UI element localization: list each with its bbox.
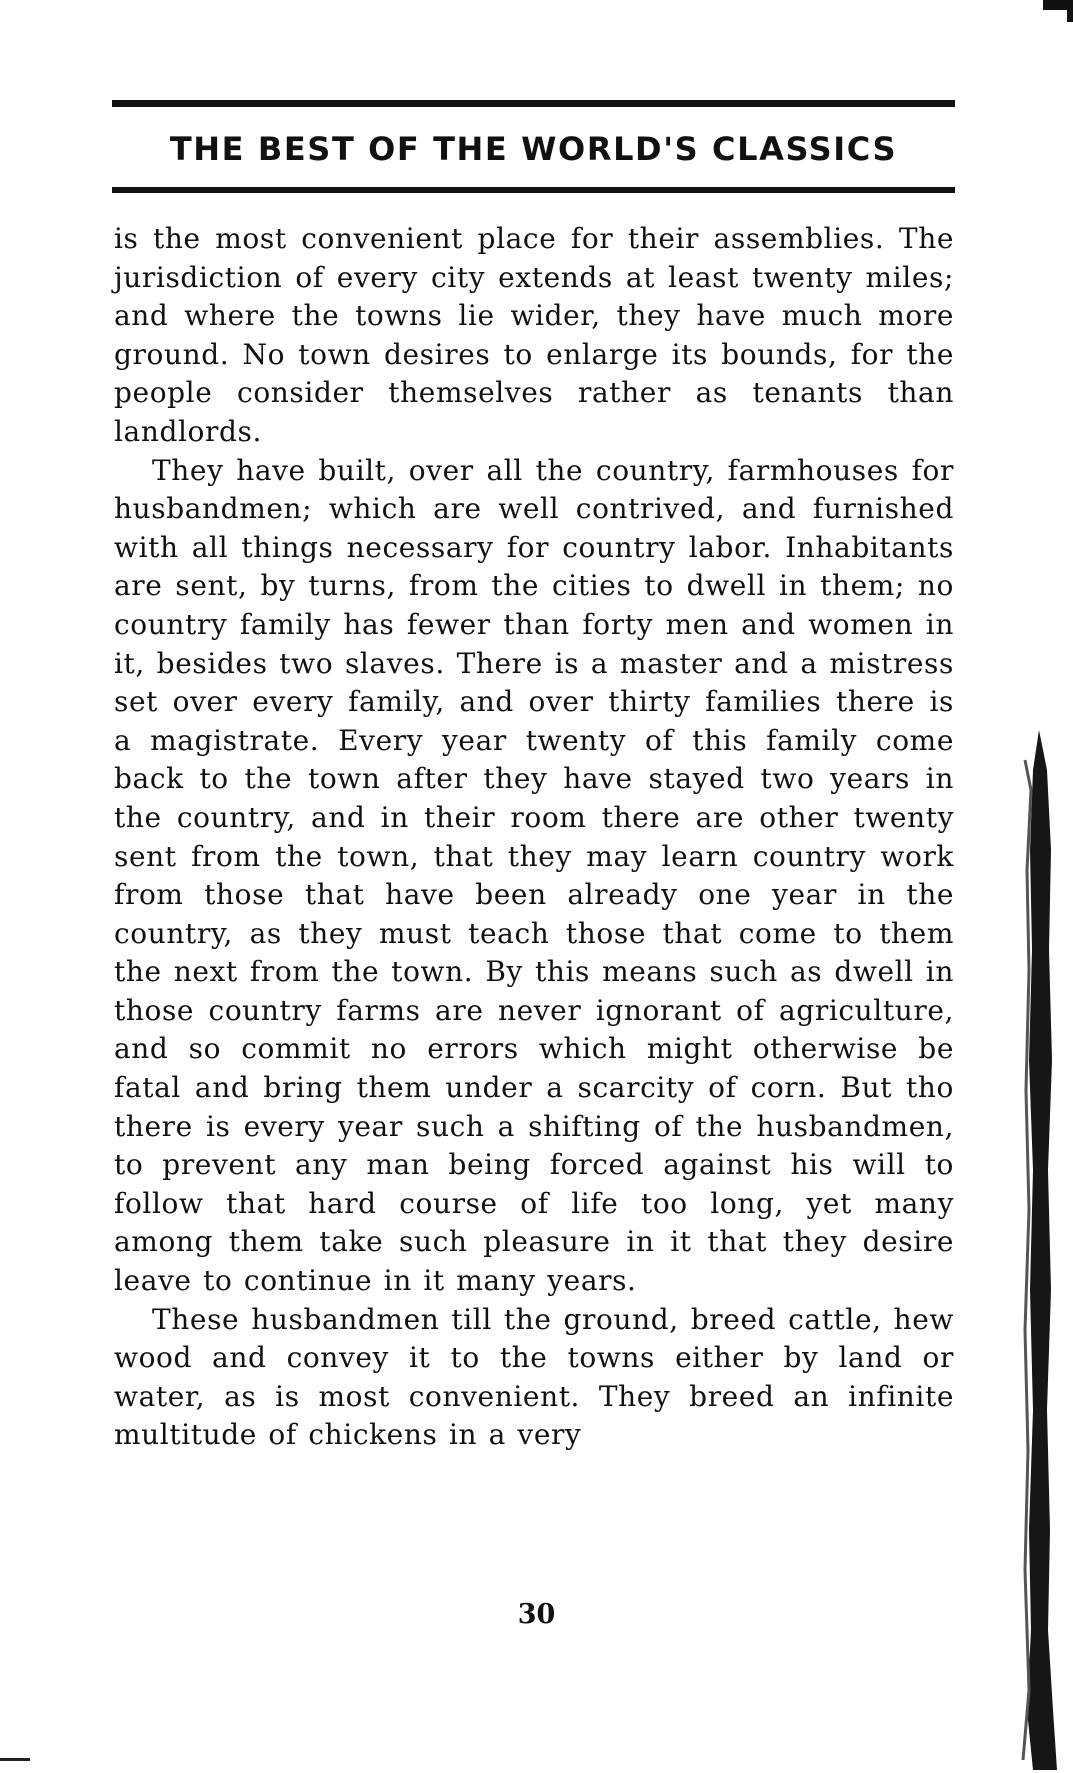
running-head: THE BEST OF THE WORLD'S CLASSICS <box>169 130 898 168</box>
page-number: 30 <box>517 1599 556 1630</box>
header-bottom-rule <box>112 187 955 193</box>
body-text <box>114 220 954 1455</box>
page-edge-shadow <box>1017 730 1057 1770</box>
bottom-left-mark <box>0 1758 30 1761</box>
paragraph: They have built, over all the country, farmhouses for husbandmen; which are well contrived, and furnished with all things necessary for country labor. Inhabitants are sent, by turns, from the cities to dwell in them; no country family has fewer than forty men and women in it, besides two slaves. There is a master and a mistress set over every family, and over thirty families there is a magistrate. Every year twenty of this family come back to the town after they have stayed two years in the country, and in their room there are other twenty sent from the town, that they may learn country work from those that have been already one year in the country, as they must teach those that come to them the next from the town. By this means such as dwell in those country farms are never ignorant of agriculture, and so commit no errors which might otherwise be fatal and bring them under a scarcity of corn. But tho there is every year such a shifting of the husbandmen, to prevent any man being forced against his will to follow that hard course of life too long, yet many among them take such pleasure in it that they desire leave to continue in it many years. <box>114 453 954 1298</box>
paragraph: These husbandmen till the ground, breed cattle, hew wood and convey it to the towns either by land or water, as is most convenient. They breed an infinite multitude of chickens in a very <box>114 1302 954 1452</box>
header-top-rule <box>112 100 955 107</box>
paragraph-continued: is the most convenient place for their assemblies. The jurisdiction of every city extends at least twenty miles; and where the towns lie wider, they have much more ground. No town desires to enlarge its bounds, for the people consider themselves rather as tenants than landlords. <box>114 222 954 448</box>
corner-mark <box>1043 0 1073 10</box>
